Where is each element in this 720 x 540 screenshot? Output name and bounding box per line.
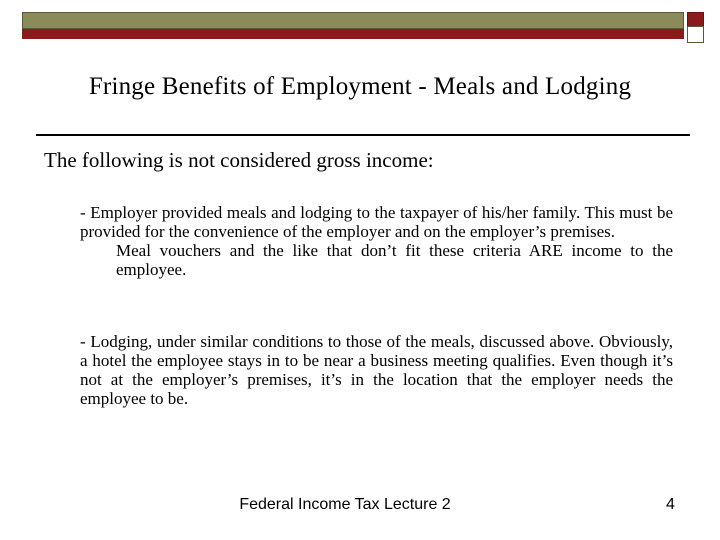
header-square-white [687,26,704,43]
title-rule [36,134,690,136]
bullet-lodging-text: - Lodging, under similar conditions to those of the meals, discussed above. Obviously, a hotel the employee stays in to be near a business meeting qualifies. Even though it’s not at the employer’s premises, it’s in the location that the employer needs the employee to be. [80,332,673,408]
header-olive-band [22,12,684,29]
bullet-lodging [80,332,673,408]
footer-text: Federal Income Tax Lecture 2 [239,496,451,513]
lead-text: The following is not considered gross income: [44,148,434,172]
header-red-band [22,29,684,39]
bullet-meals [80,203,673,279]
bullet-meals-subtext: Meal vouchers and the like that don’t fit these criteria ARE income to the employee. [116,241,673,279]
page-number: 4 [666,496,675,513]
slide-title: Fringe Benefits of Employment - Meals and Lodging [88,73,632,100]
bullet-meals-text: - Employer provided meals and lodging to the taxpayer of his/her family. This must be provided for the convenience of the employer and on the employer’s premises. [80,203,673,241]
